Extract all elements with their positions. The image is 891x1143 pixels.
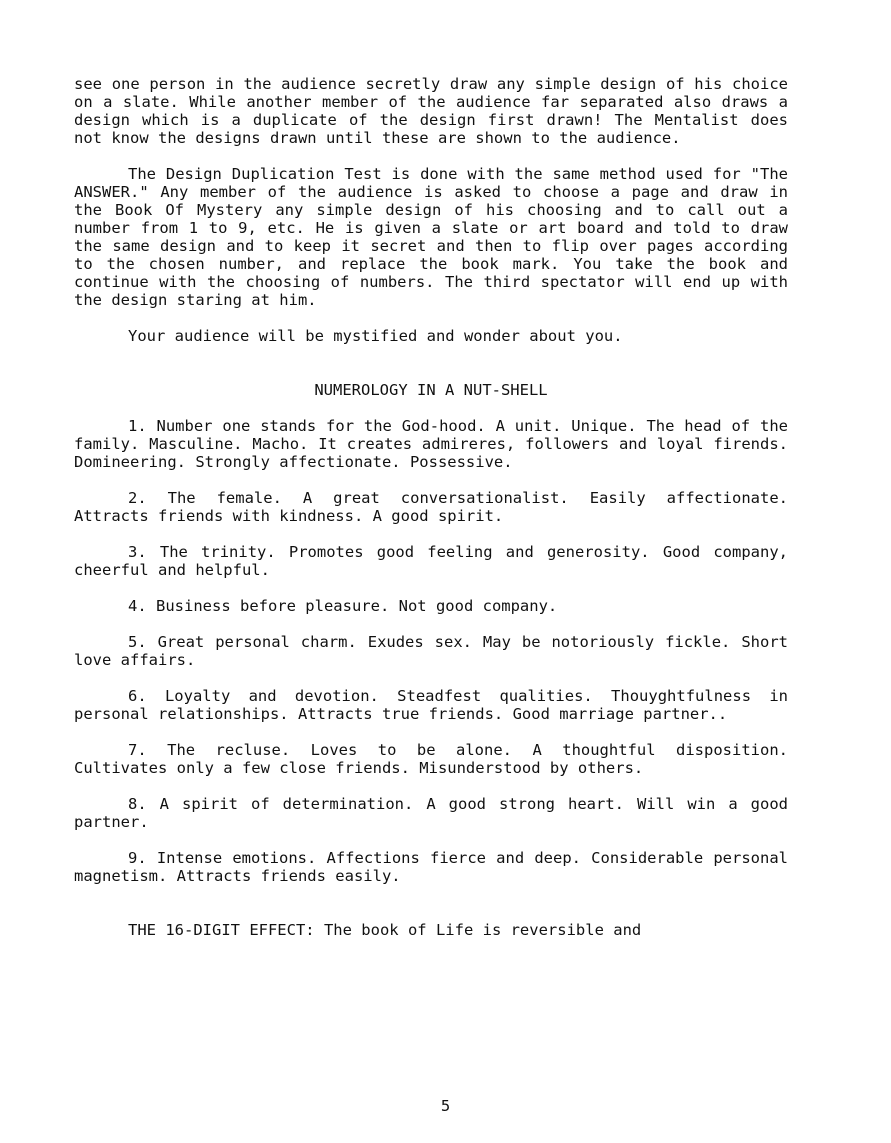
paragraph-mystified: Your audience will be mystified and wonder about you. xyxy=(128,327,623,345)
numbered-item-3: 3. The trinity. Promotes good feeling and generosity. Good company, cheerful and helpful. xyxy=(74,543,788,579)
numbered-item-5: 5. Great personal charm. Exudes sex. May be notoriously fickle. Short love affairs. xyxy=(74,633,788,669)
numbered-item-4: 4. Business before pleasure. Not good company. xyxy=(128,597,558,615)
page-number: 5 xyxy=(440,1097,451,1115)
paragraph-design-duplication: The Design Duplication Test is done with the same method used for "The ANSWER." Any member of the audience is asked to choose a page and draw in the Book Of Mystery any simple design of his choosing and to call out a number from 1 to 9, etc. He is given a slate or art board and told to draw the same design and to keep it secret and then to flip over pages according to the chosen number, and replace the book mark. You take the book and continue with the choosing of numbers. The third spectator will end up with the design staring at him. xyxy=(74,165,788,309)
numbered-item-8: 8. A spirit of determination. A good strong heart. Will win a good partner. xyxy=(74,795,788,831)
section-heading: NUMEROLOGY IN A NUT-SHELL xyxy=(314,381,548,399)
numbered-item-2: 2. The female. A great conversationalist. Easily affectionate. Attracts friends with kindness. A good spirit. xyxy=(74,489,788,525)
document-page xyxy=(74,75,788,939)
numbered-item-9: 9. Intense emotions. Affections fierce and deep. Considerable personal magnetism. Attracts friends easily. xyxy=(74,849,788,885)
numbered-item-7: 7. The recluse. Loves to be alone. A thoughtful disposition. Cultivates only a few close friends. Misunderstood by others. xyxy=(74,741,788,777)
paragraph-intro: see one person in the audience secretly draw any simple design of his choice on a slate. While another member of the audience far separated also draws a design which is a duplicate of the design first drawn! The Mentalist does not know the designs drawn until these are shown to the audience. xyxy=(74,75,788,147)
numbered-item-6: 6. Loyalty and devotion. Steadfest qualities. Thouyghtfulness in personal relationships. Attracts true friends. Good marriage partner.. xyxy=(74,687,788,723)
closing-paragraph: THE 16-DIGIT EFFECT: The book of Life is reversible and xyxy=(128,921,642,939)
numbered-item-1: 1. Number one stands for the God-hood. A unit. Unique. The head of the family. Masculine. Macho. It creates admireres, followers and loyal firends. Domineering. Strongly affectionate. Possessive. xyxy=(74,417,788,471)
